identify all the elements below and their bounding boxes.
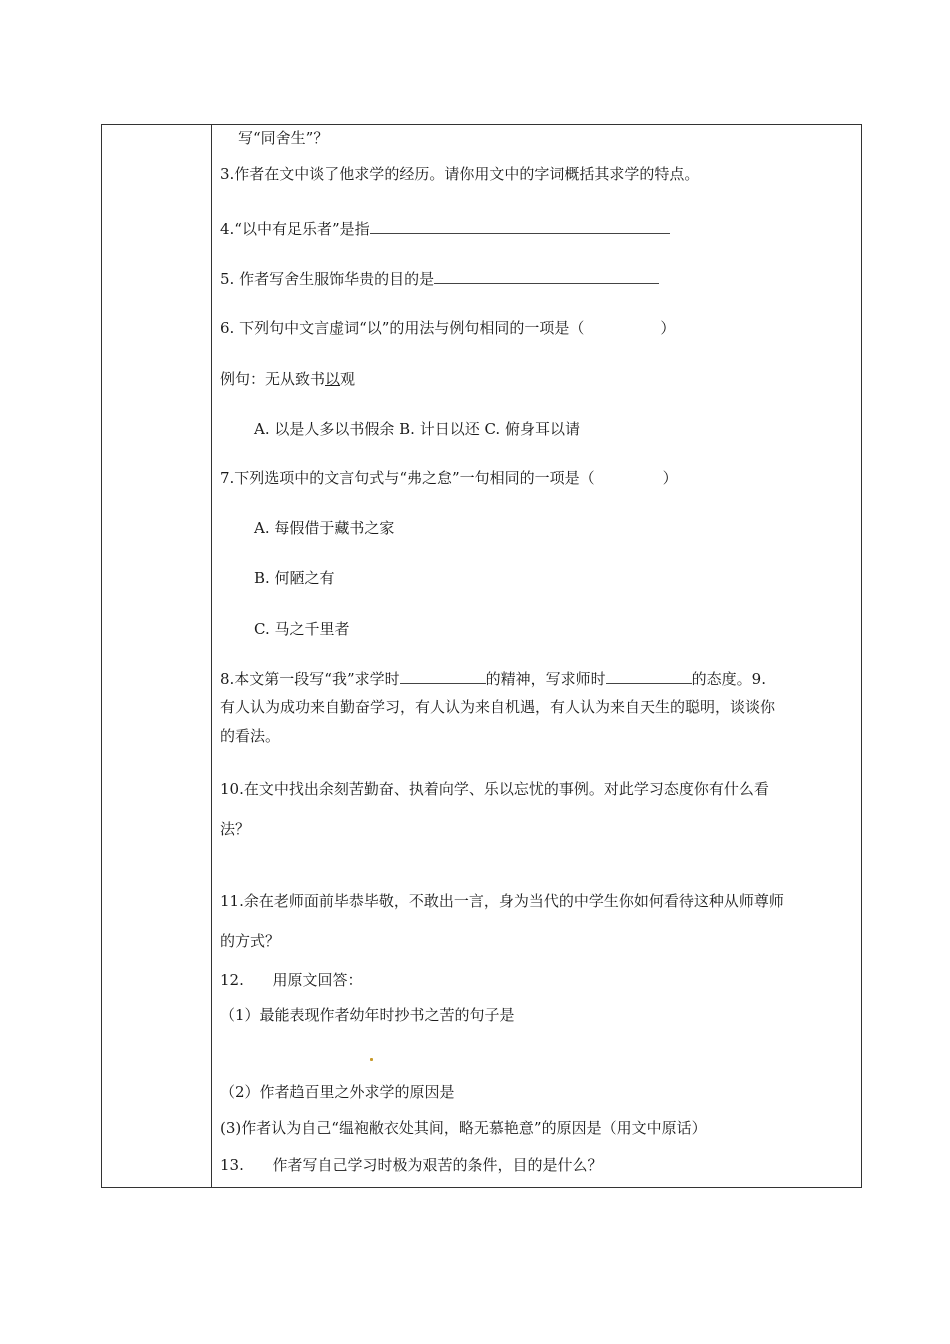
answer-blank[interactable]: [370, 219, 670, 234]
question-10: 10.在文中找出余刻苦勤奋、执着向学、乐以忘忧的事例。对此学习态度你有什么看: [220, 780, 769, 798]
question-4-text: 4.“以中有足乐者”是指: [220, 220, 370, 238]
question-12-1: （1）最能表现作者幼年时抄书之苦的句子是: [220, 1006, 515, 1024]
question-8-text-mid: 的精神，写求师时: [485, 670, 606, 688]
question-12-3: (3)作者认为自己“缊袍敝衣处其间，略无慕艳意”的原因是（用文中原话）: [220, 1119, 707, 1137]
question-11-cont: 的方式？: [220, 932, 281, 950]
example-underlined: 以: [325, 370, 341, 388]
question-7-text: 7.下列选项中的文言句式与“弗之怠”一句相同的一项是（: [220, 469, 595, 487]
answer-blank[interactable]: [434, 269, 659, 284]
worksheet-table: [101, 124, 862, 1188]
question-12: 12. 用原文回答：: [220, 971, 363, 989]
question-11: 11.余在老师面前毕恭毕敬，不敢出一言，身为当代的中学生你如何看待这种从师尊师: [220, 892, 784, 910]
example-sentence: [220, 369, 355, 389]
question-9: 有人认为成功来自勤奋学习，有人认为来自机遇，有人认为来自天生的聪明，谈谈你: [220, 698, 776, 716]
question-8: [220, 669, 766, 689]
question-7: [220, 468, 678, 488]
question-5-text: 5. 作者写舍生服饰华贵的目的是: [220, 270, 435, 288]
question-5: [220, 269, 659, 289]
question-7-close: ）: [662, 469, 678, 487]
answer-blank[interactable]: [400, 669, 486, 684]
question-12-2: （2）作者趋百里之外求学的原因是: [220, 1083, 455, 1101]
question-10-cont: 法？: [220, 820, 251, 838]
answer-blank[interactable]: [606, 669, 692, 684]
question-3: 3.作者在文中谈了他求学的经历。请你用文中的字词概括其求学的特点。: [220, 165, 700, 183]
left-column-cell: [102, 125, 212, 1187]
question-9-cont: 的看法。: [220, 727, 281, 745]
line-tongshesheng: 写“同舍生”？: [238, 129, 329, 147]
question-6-options: A. 以是人多以书假余 B. 计日以还 C. 俯身耳以请: [254, 420, 580, 438]
question-6-text: 6. 下列句中文言虚词“以”的用法与例句相同的一项是（: [220, 319, 585, 337]
question-4: [220, 219, 670, 239]
example-text: 例句：无从致书: [220, 370, 326, 388]
option-b: B. 何陋之有: [254, 569, 335, 587]
question-13: 13. 作者写自己学习时极为艰苦的条件，目的是什么？: [220, 1156, 603, 1174]
question-6-close: ）: [660, 319, 676, 337]
question-6: [220, 318, 675, 338]
option-a: A. 每假借于藏书之家: [254, 519, 395, 537]
question-8-text-end: 的态度。9.: [691, 670, 766, 688]
option-c: C. 马之千里者: [254, 620, 350, 638]
question-8-text: 8.本文第一段写“我”求学时: [220, 670, 400, 688]
example-text-end: 观: [340, 370, 356, 388]
stray-mark: [370, 1058, 373, 1061]
